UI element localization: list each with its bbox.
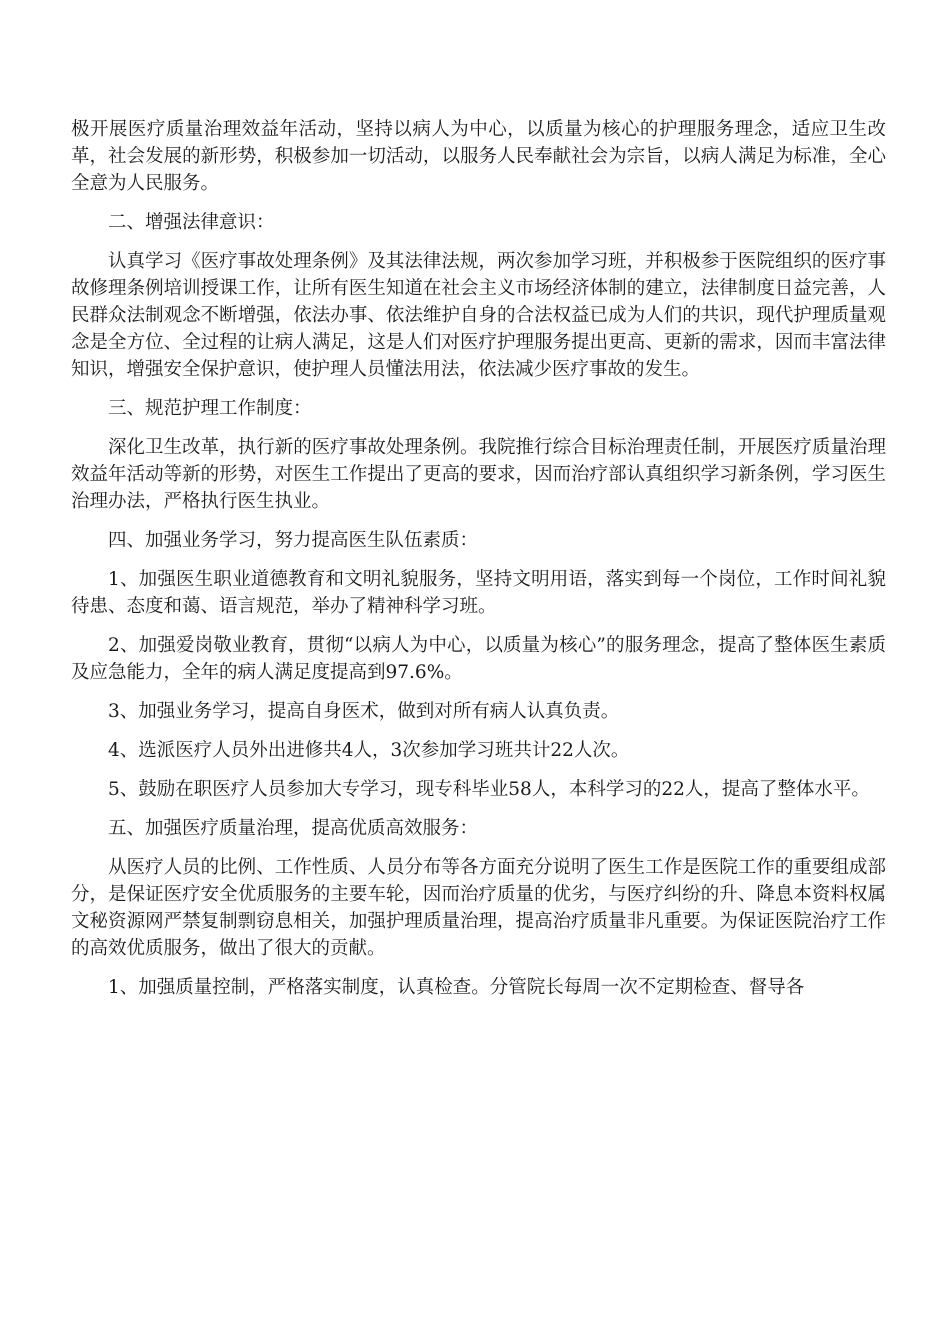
- list-item-training-1: 1、加强医生职业道德教育和文明礼貌服务，坚持文明用语，落实到每一个岗位，工作时间礼貌待患、态度和蔼、语言规范，举办了精神科学习班。: [71, 569, 886, 617]
- paragraph-intro-continued: 极开展医疗质量治理效益年活动，坚持以病人为中心，以质量为核心的护理服务理念，适应卫生改革，社会发展的新形势，积极参加一切活动，以服务人民奉献社会为宗旨，以病人满足为标准，全心全意为人民服务。: [71, 119, 886, 194]
- section-heading-legal-awareness: 二、增强法律意识：: [108, 212, 275, 233]
- paragraph-nursing-rules: 深化卫生改革，执行新的医疗事故处理条例。我院推行综合目标治理责任制，开展医疗质量治理效益年活动等新的形势，对医生工作提出了更高的要求，因而治疗部认真组织学习新条例，学习医生治理办法，严格执行医生执业。: [71, 437, 886, 512]
- paragraph-legal-awareness: 认真学习《医疗事故处理条例》及其法律法规，两次参加学习班，并积极参于医院组织的医疗事故修理条例培训授课工作，让所有医生知道在社会主义市场经济体制的建立，法律制度日益完善，人民群众法制观念不断增强，依法办事、依法维护自身的合法权益已成为人们的共识，现代护理质量观念是全方位、全过程的让病人满足，这是人们对医疗护理服务提出更高、更新的需求，因而丰富法律知识，增强安全保护意识，使护理人员懂法用法，依法减少医疗事故的发生。: [71, 251, 886, 380]
- document-body: [71, 116, 886, 1013]
- list-item-training-3: 3、加强业务学习，提高自身医术，做到对所有病人认真负责。: [108, 701, 620, 722]
- list-item-quality-1: 1、加强质量控制，严格落实制度，认真检查。分管院长每周一次不定期检查、督导各: [108, 977, 805, 998]
- section-heading-quality: 五、加强医疗质量治理，提高优质高效服务：: [108, 818, 479, 839]
- list-item-training-2: 2、加强爱岗敬业教育，贯彻“以病人为中心，以质量为核心”的服务理念，提高了整体医生素质及应急能力，全年的病人满足度提高到97.6%。: [71, 635, 886, 683]
- list-item-training-4: 4、选派医疗人员外出进修共4人，3次参加学习班共计22人次。: [108, 740, 630, 761]
- list-item-training-5: 5、鼓励在职医疗人员参加大专学习，现专科毕业58人，本科学习的22人，提高了整体水平。: [108, 779, 870, 800]
- paragraph-quality: 从医疗人员的比例、工作性质、人员分布等各方面充分说明了医生工作是医院工作的重要组成部分，是保证医疗安全优质服务的主要车轮，因而治疗质量的优劣，与医疗纠纷的升、降息本资料权属文秘资源网严禁复制剽窃息相关，加强护理质量治理，提高治疗质量非凡重要。为保证医院治疗工作的高效优质服务，做出了很大的贡献。: [71, 857, 886, 959]
- section-heading-training: 四、加强业务学习，努力提高医生队伍素质：: [108, 530, 479, 551]
- section-heading-nursing-rules: 三、规范护理工作制度：: [108, 398, 312, 419]
